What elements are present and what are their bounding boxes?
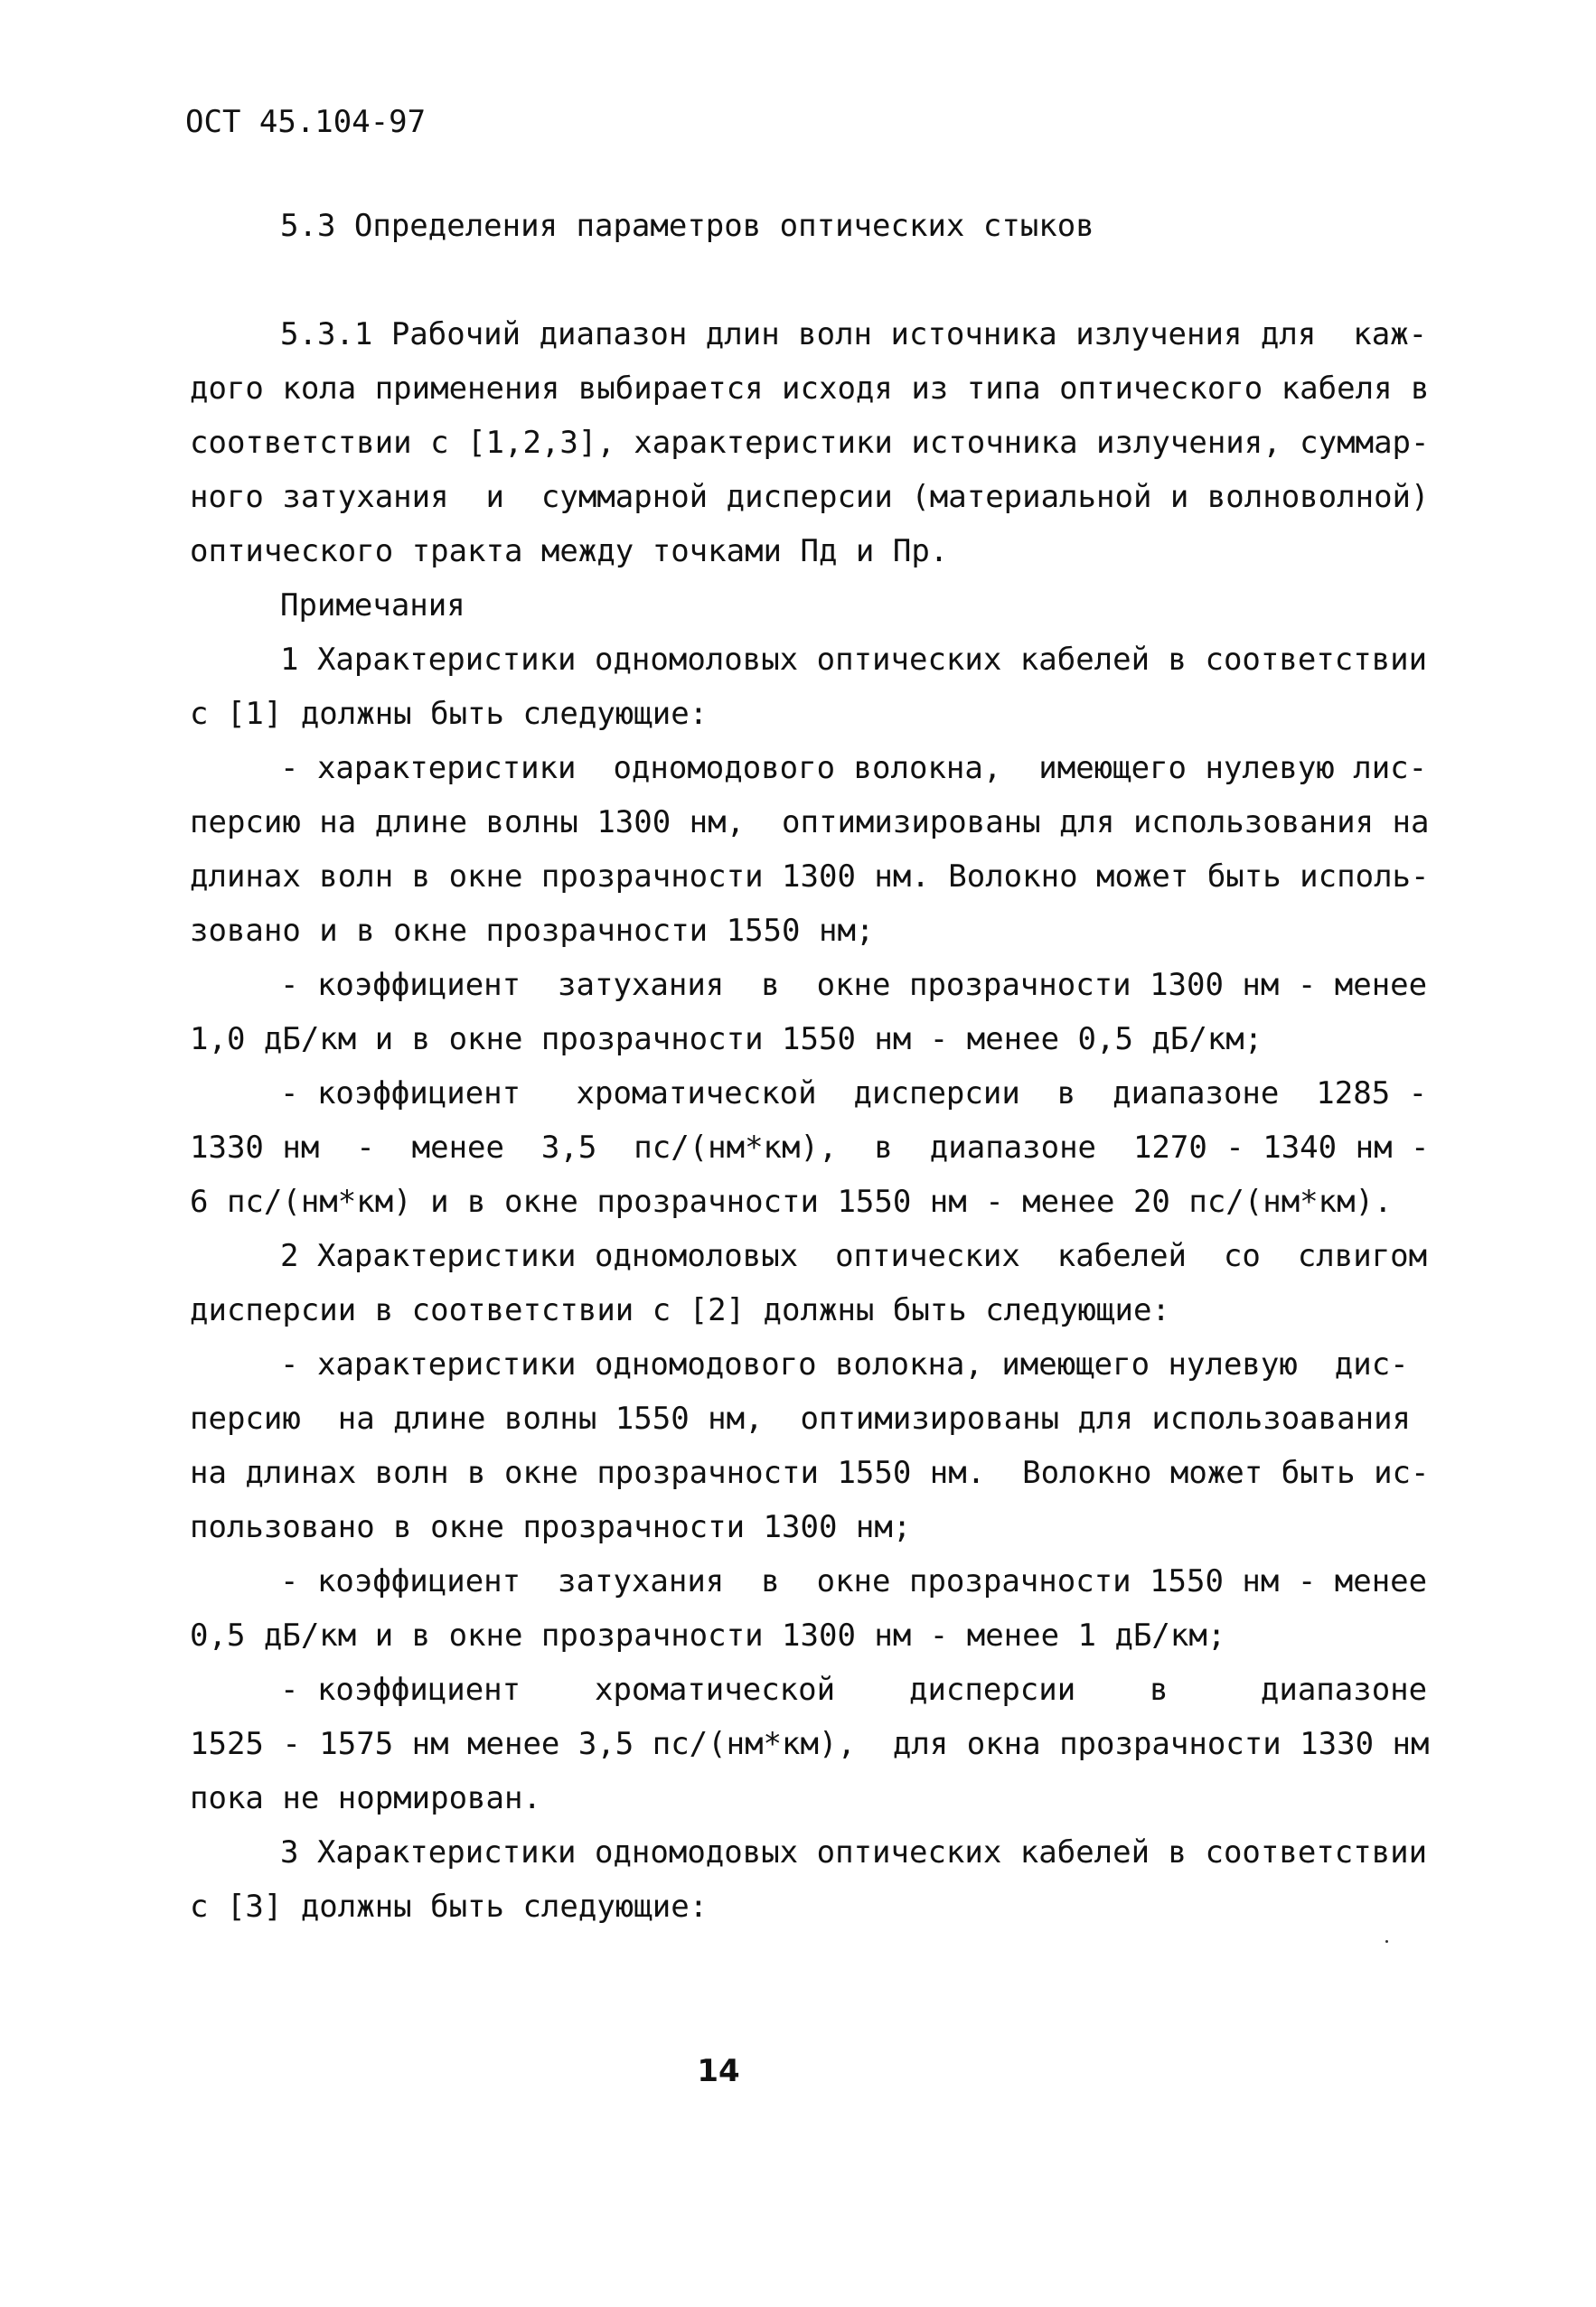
text-line: длинах волн в окне прозрачности 1300 нм. Волокно может быть исполь- [190, 858, 1430, 895]
text-line: - коэффициент затухания в окне прозрачности 1300 нм - менее [280, 967, 1428, 1003]
text-line: дисперсии в соответствии с [2] должны быть следующие: [190, 1292, 1170, 1328]
text-line: 1525 - 1575 нм менее 3,5 пс/(нм*км), для окна прозрачности 1330 нм [190, 1726, 1430, 1762]
text-line: - коэффициент затухания в окне прозрачности 1550 нм - менее [280, 1563, 1428, 1599]
text-line: 1330 нм - менее 3,5 пс/(нм*км), в диапазоне 1270 - 1340 нм - [190, 1130, 1430, 1166]
text-line: ного затухания и суммарной дисперсии (материальной и волноволной) [190, 479, 1430, 515]
text-line: 0,5 дБ/км и в окне прозрачности 1300 нм - менее 1 дБ/км; [190, 1618, 1226, 1654]
text-line: 1 Характеристики одномоловых оптических кабелей в соответствии [280, 642, 1428, 678]
text-line: - характеристики одномодового волокна, имеющего нулевую лис- [280, 750, 1428, 786]
text-line: 6 пс/(нм*км) и в окне прозрачности 1550 нм - менее 20 пс/(нм*км). [190, 1184, 1393, 1220]
text-line: персию на длине волны 1300 нм, оптимизированы для использования на [190, 804, 1430, 840]
text-line: - коэффициент хроматической дисперсии в диапазоне 1285 - [280, 1075, 1428, 1111]
text-line: 2 Характеристики одномоловых оптических кабелей со слвигом [280, 1238, 1428, 1274]
text-line: зовано и в окне прозрачности 1550 нм; [190, 913, 875, 949]
speck-mark [1385, 1940, 1388, 1943]
text-line: 1,0 дБ/км и в окне прозрачности 1550 нм - менее 0,5 дБ/км; [190, 1021, 1263, 1057]
section-title: 5.3 Определения параметров оптических стыков [280, 208, 1094, 244]
text-line: 3 Характеристики одномодовых оптических кабелей в соответствии [280, 1834, 1428, 1871]
text-line: дого кола применения выбирается исходя из типа оптического кабеля в [190, 370, 1430, 407]
text-line: оптического тракта между точками Пд и Пр. [190, 533, 949, 569]
page-number: 14 [697, 2053, 740, 2089]
text-line: с [1] должны быть следующие: [190, 696, 709, 732]
text-line: 5.3.1 Рабочий диапазон длин волн источника излучения для каж- [280, 316, 1428, 352]
text-line: - характеристики одномодового волокна, имеющего нулевую дис- [280, 1346, 1409, 1383]
text-line: с [3] должны быть следующие: [190, 1889, 709, 1925]
notes-heading: Примечания [280, 587, 465, 624]
text-line: на длинах волн в окне прозрачности 1550 нм. Волокно может быть ис- [190, 1455, 1430, 1491]
text-line: персию на длине волны 1550 нм, оптимизированы для использоавания [190, 1401, 1412, 1437]
text-line: пока не нормирован. [190, 1780, 541, 1816]
text-line: пользовано в окне прозрачности 1300 нм; [190, 1509, 912, 1545]
text-line: - коэффициент хроматической дисперсии в диапазоне [280, 1672, 1428, 1708]
text-line: соответствии с [1,2,3], характеристики источника излучения, суммар- [190, 425, 1430, 461]
document-header: ОСТ 45.104-97 [185, 104, 427, 140]
